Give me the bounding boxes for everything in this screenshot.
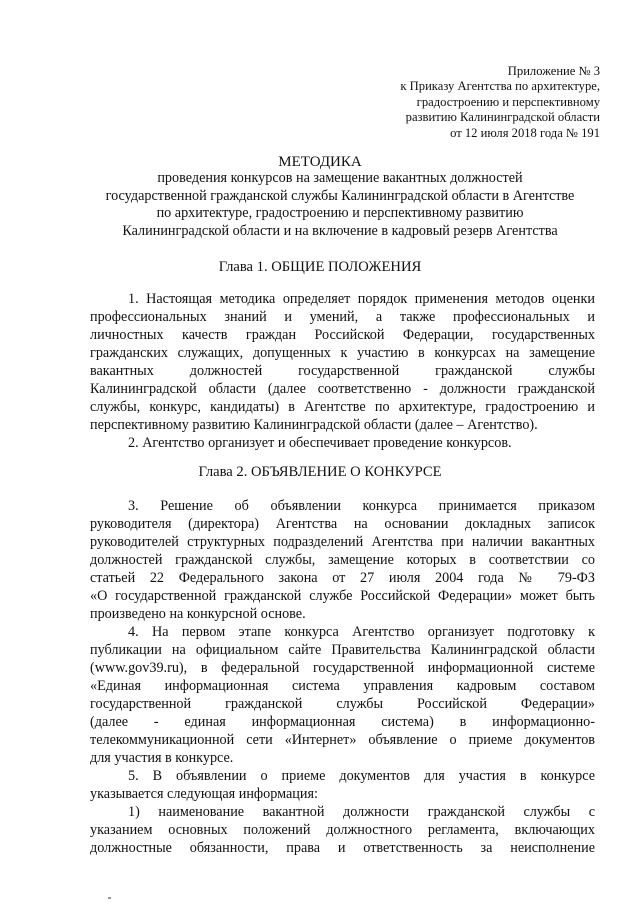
paragraph-line: (далее - единая информационная система) в информационно- [90, 714, 595, 730]
subtitle-line: проведения конкурсов на замещение вакантных должностей [157, 170, 523, 186]
chapter-2-heading: Глава 2. ОБЪЯВЛЕНИЕ О КОНКУРСЕ [198, 464, 442, 480]
document-subtitle [80, 170, 600, 240]
appendix-block [320, 64, 600, 141]
paragraph-line: перспективному развитию Калининградской области (далее – Агентство). [90, 417, 538, 433]
paragraph-line: должностей гражданской службы, замещение которых в соответствии со [90, 552, 595, 568]
paragraph-line: личностных качеств граждан Российской Федерации, государственных [90, 327, 595, 343]
subtitle-line: по архитектуре, градостроению и перспективному развитию [156, 205, 524, 221]
subtitle-line: государственной гражданской службы Калининградской области в Агентстве [105, 187, 575, 204]
appendix-line: Приложение № 3 [507, 64, 600, 78]
appendix-line: к Приказу Агентства по архитектуре, [400, 79, 600, 94]
list-item-1 [90, 803, 595, 857]
paragraph-line: руководителей структурных подразделений Агентства при наличии вакантных [90, 534, 595, 550]
paragraph-line: 4. На первом этапе конкурса Агентство организует подготовку к [128, 624, 595, 640]
paragraph-line: для участия в конкурсе. [90, 750, 234, 766]
chapter-1-heading: Глава 1. ОБЩИЕ ПОЛОЖЕНИЯ [218, 259, 422, 275]
paragraph-line: «Единая информационная система управления кадровым составом [90, 678, 595, 694]
appendix-line: развитию Калининградской области [405, 110, 600, 125]
paragraph-3 [90, 497, 595, 623]
document-title: МЕТОДИКА [278, 154, 362, 170]
paragraph-line: 1) наименование вакантной должности гражданской службы с [128, 804, 595, 820]
appendix-line: градостроению и перспективному [416, 94, 600, 109]
paragraph-line: «О государственной гражданской службе Российской Федерации» может быть [90, 588, 595, 604]
paragraph-5 [90, 767, 595, 803]
paragraph-line: 5. В объявлении о приеме документов для участия в конкурсе [128, 768, 595, 784]
paragraph-line: статьей 22 Федерального закона от 27 июля 2004 года № 79-ФЗ [90, 570, 595, 586]
appendix-line: от 12 июля 2018 года № 191 [450, 125, 600, 140]
paragraph-line: указывается следующая информация: [90, 786, 318, 802]
paragraph-line: телекоммуникационной сети «Интернет» объявление о приеме документов [90, 732, 595, 748]
paragraph-line: профессиональных знаний и умений, а также профессиональных и [90, 309, 595, 325]
paragraph-2: 2. Агентство организует и обеспечивает проведение конкурсов. [128, 435, 512, 451]
paragraph-line: 1. Настоящая методика определяет порядок применения методов оценки [128, 291, 595, 307]
paragraph-line: произведено на конкурсной основе. [90, 606, 306, 622]
subtitle-line: Калининградской области и на включение в кадровый резерв Агентства [122, 222, 558, 239]
scan-speck [108, 897, 111, 899]
paragraph-line: руководителя (директора) Агентства на основании докладных записок [90, 516, 595, 532]
paragraph-line: Калининградской области (далее соответственно - должности гражданской [90, 381, 595, 397]
paragraph-line: вакантных должностей государственной гражданской службы [90, 363, 595, 379]
paragraph-line: службы, конкурс, кандидаты) в Агентстве по архитектуре, градостроению и [90, 399, 595, 415]
paragraph-1 [90, 290, 595, 452]
paragraph-line: (www.gov39.ru), в федеральной государственной информационной системе [90, 660, 595, 676]
paragraph-line: публикации на официальном сайте Правительства Калининградской области [90, 642, 595, 658]
paragraph-line: должностные обязанности, права и ответственность за неисполнение [90, 840, 595, 856]
paragraph-line: указанием основных положений должностного регламента, включающих [90, 822, 595, 838]
paragraph-4 [90, 623, 595, 767]
paragraph-line: государственной гражданской службы Российской Федерации» [90, 696, 595, 712]
paragraph-line: гражданских служащих, допущенных к участию в конкурсах на замещение [90, 345, 595, 361]
paragraph-line: 3. Решение об объявлении конкурса принимается приказом [128, 498, 595, 514]
